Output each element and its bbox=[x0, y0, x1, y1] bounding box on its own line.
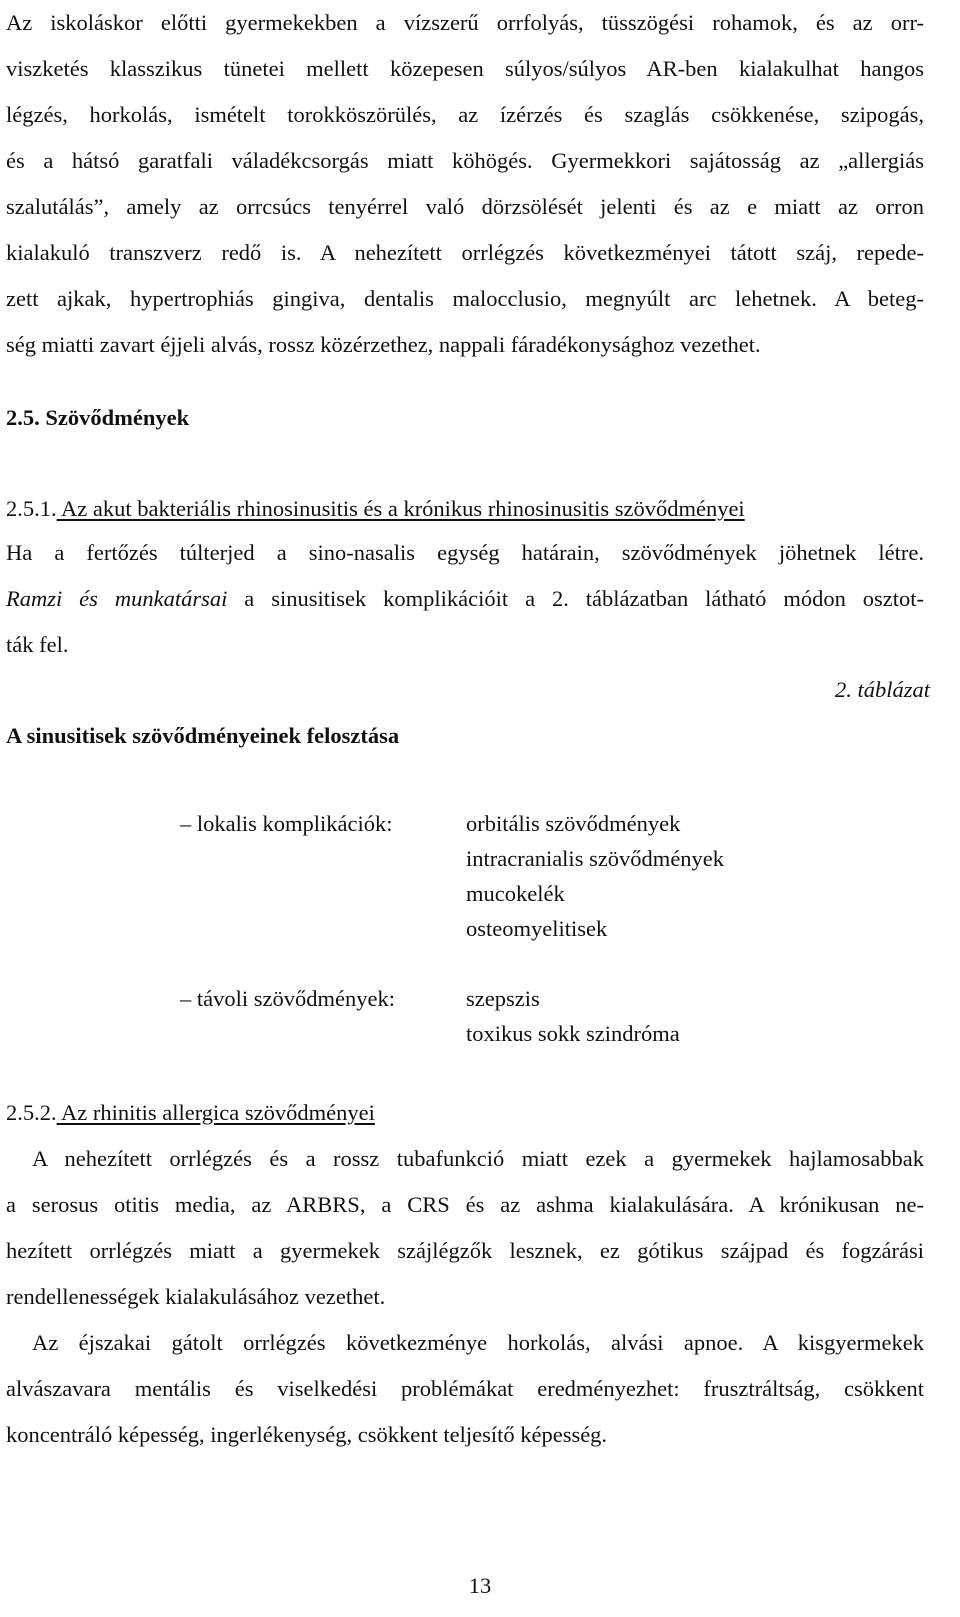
local-complications-list bbox=[466, 806, 724, 946]
text-line: A nehezített orrlégzés és a rossz tubafunkció miatt ezek a gyermekek hajlamosabbak bbox=[32, 1146, 924, 1171]
text-line: ség miatti zavart éjjeli alvás, rossz közérzethez, nappali fáradékonysághoz vezethet. bbox=[6, 332, 761, 357]
table-caption: 2. táblázat bbox=[834, 677, 930, 702]
text-line: Az éjszakai gátolt orrlégzés következménye horkolás, alvási apnoe. A kisgyermekek bbox=[32, 1330, 924, 1355]
subsection-title: Az akut bakteriális rhinosinusitis és a krónikus rhinosinusitis szövődményei bbox=[56, 496, 745, 521]
text-line: légzés, horkolás, ismételt torokköszörülés, az ízérzés és szaglás csökkenése, szipogás, bbox=[6, 102, 924, 127]
list-item: szepszis bbox=[466, 986, 540, 1011]
distant-complications-label: – távoli szövődmények: bbox=[180, 986, 395, 1011]
text-line: és a hátsó garatfali váladékcsorgás miatt köhögés. Gyermekkori sajátosság az „allergiás bbox=[6, 148, 924, 173]
list-item: toxikus sokk szindróma bbox=[466, 1021, 680, 1046]
text-line: hezített orrlégzés miatt a gyermekek szájlégzők lesznek, ez gótikus szájpad és fogzárási bbox=[6, 1238, 924, 1263]
text-line: rendellenességek kialakulásához vezethet. bbox=[6, 1284, 386, 1309]
subsection-paragraph bbox=[6, 530, 924, 668]
text-line: Az iskoláskor előtti gyermekekben a vízszerű orrfolyás, tüsszögési rohamok, és az orr- bbox=[6, 10, 924, 35]
author-reference: Ramzi és munkatársai bbox=[6, 586, 228, 611]
subsection-title: Az rhinitis allergica szövődményei bbox=[56, 1100, 375, 1125]
text-line: kialakuló transzverz redő is. A nehezített orrlégzés következményei tátott száj, repede- bbox=[6, 240, 924, 265]
list-item: orbitális szövődmények bbox=[466, 811, 681, 836]
text-line: zett ajkak, hypertrophiás gingiva, dentalis malocclusio, megnyúlt arc lehetnek. A beteg- bbox=[6, 286, 924, 311]
page-number: 13 bbox=[468, 1573, 492, 1598]
text-line bbox=[6, 576, 924, 622]
list-item: intracranialis szövődmények bbox=[466, 846, 725, 871]
section-heading: 2.5. Szövődmények bbox=[6, 405, 190, 430]
sleep-complications-paragraph bbox=[6, 1320, 924, 1458]
list-item: osteomyelitisek bbox=[466, 916, 608, 941]
distant-complications-list bbox=[466, 981, 680, 1051]
subsection-number: 2.5.2. bbox=[6, 1100, 57, 1125]
text-line: alvászavara mentális és viselkedési problémákat eredményezhet: frusztráltság, csökkent bbox=[6, 1376, 924, 1401]
text-line: koncentráló képesség, ingerlékenység, csökkent teljesítő képesség. bbox=[6, 1422, 608, 1447]
subsection-heading bbox=[6, 1090, 375, 1136]
intro-paragraph bbox=[6, 0, 924, 368]
table-title: A sinusitisek szövődményeinek felosztása bbox=[6, 723, 400, 748]
text-line: viszketés klasszikus tünetei mellett közepesen súlyos/súlyos AR-ben kialakulhat hangos bbox=[6, 56, 924, 81]
allergy-complications-paragraph bbox=[6, 1136, 924, 1320]
subsection-number: 2.5.1. bbox=[6, 496, 57, 521]
local-complications-label: – lokalis komplikációk: bbox=[180, 811, 393, 836]
text-span: a sinusitisek komplikációit a 2. táblázatban látható módon osztot- bbox=[227, 586, 924, 611]
text-line: ták fel. bbox=[6, 632, 69, 657]
subsection-heading bbox=[6, 486, 745, 532]
text-line: Ha a fertőzés túlterjed a sino-nasalis egység határain, szövődmények jöhetnek létre. bbox=[6, 540, 924, 565]
text-line: a serosus otitis media, az ARBRS, a CRS és az ashma kialakulására. A krónikusan ne- bbox=[6, 1192, 924, 1217]
list-item: mucokelék bbox=[466, 881, 565, 906]
text-line: szalutálás”, amely az orrcsúcs tenyérrel való dörzsölését jelenti és az e miatt az orron bbox=[6, 194, 924, 219]
